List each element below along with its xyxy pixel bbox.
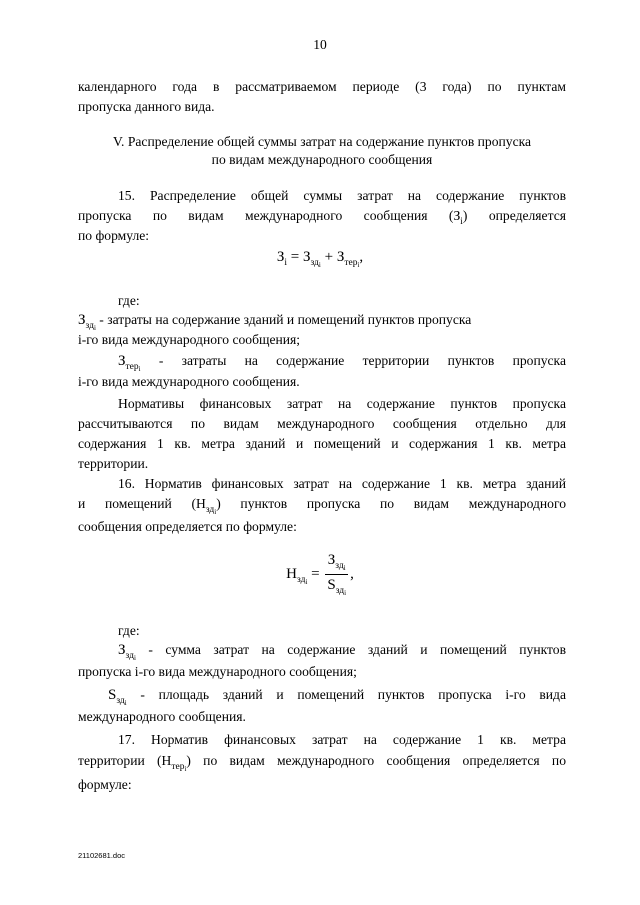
p17-line-2: территории $(Н_{тер_i})$ по видам международного сообщения определяется по	[78, 753, 566, 773]
norm-line-2: рассчитываются по видам международного сообщения отдельно для	[78, 416, 566, 431]
page-number: 10	[313, 37, 327, 52]
definition-4-line-2: международного сообщения.	[78, 709, 246, 724]
norm-line-1: Нормативы финансовых затрат на содержание пунктов пропуска	[118, 396, 566, 411]
where-label-2: где:	[118, 623, 140, 638]
where-label-1: где:	[118, 293, 140, 308]
definition-1-line-2: i-го вида международного сообщения;	[78, 332, 301, 347]
section-heading-line-2: по видам международного сообщения	[211, 152, 433, 167]
p16-line-1: 16. Норматив финансовых затрат на содержание 1 кв. метра зданий	[118, 476, 566, 491]
p16-line-2: и помещений $(Н_{зд_i})$ пунктов пропуска по видам международного	[78, 496, 566, 516]
formula-2-fraction: $\frac{З_{зд_i}}{S_{зд_i}}$	[327, 552, 347, 597]
norm-line-3: содержания 1 кв. метра зданий и помещений и содержания 1 кв. метра	[78, 436, 566, 451]
intro-line-1: календарного года в рассматриваемом периоде (3 года) по пунктам	[78, 79, 566, 94]
definition-2-line-2: i-го вида международного сообщения.	[78, 374, 300, 389]
section-heading-line-1: V. Распределение общей суммы затрат на содержание пунктов пропуска	[112, 134, 532, 149]
norm-line-4: территории.	[78, 456, 149, 471]
intro-line-2: пропуска данного вида.	[78, 99, 215, 114]
footer-document-code: 21102681.doc	[78, 851, 125, 860]
definition-4-line-1: $S_{зд_i}$ - площадь зданий и помещений пунктов пропуска i-го вида	[108, 687, 566, 707]
p15-line-3: по формуле:	[78, 228, 150, 243]
formula-2: $Н_{зд_i}$ = $\frac{З_{зд_i}}{S_{зд_i}}$ ,	[286, 552, 354, 597]
definition-3-line-2: пропуска i-го вида международного сообщения;	[78, 664, 357, 679]
p15-line-2: пропуска по видам международного сообщения $(З_i)$ определяется	[78, 208, 566, 227]
p17-line-3: формуле:	[78, 777, 132, 792]
definition-2-line-1: $З_{тер_i}$ - затраты на содержание территории пунктов пропуска	[118, 353, 566, 373]
definition-3-line-1: $З_{зд_i}$ - сумма затрат на содержание зданий и помещений пунктов	[118, 642, 566, 662]
p16-line-3: сообщения определяется по формуле:	[78, 519, 297, 534]
p17-line-1: 17. Норматив финансовых затрат на содержание 1 кв. метра	[118, 732, 566, 747]
formula-1: $З_i = З_{зд_i} + З_{тер_i}$,	[276, 249, 364, 269]
p15-line-1: 15. Распределение общей суммы затрат на содержание пунктов	[118, 188, 566, 203]
definition-1-line-1: $З_{зд_i}$ - затраты на содержание зданий и помещений пунктов пропуска	[78, 312, 472, 332]
